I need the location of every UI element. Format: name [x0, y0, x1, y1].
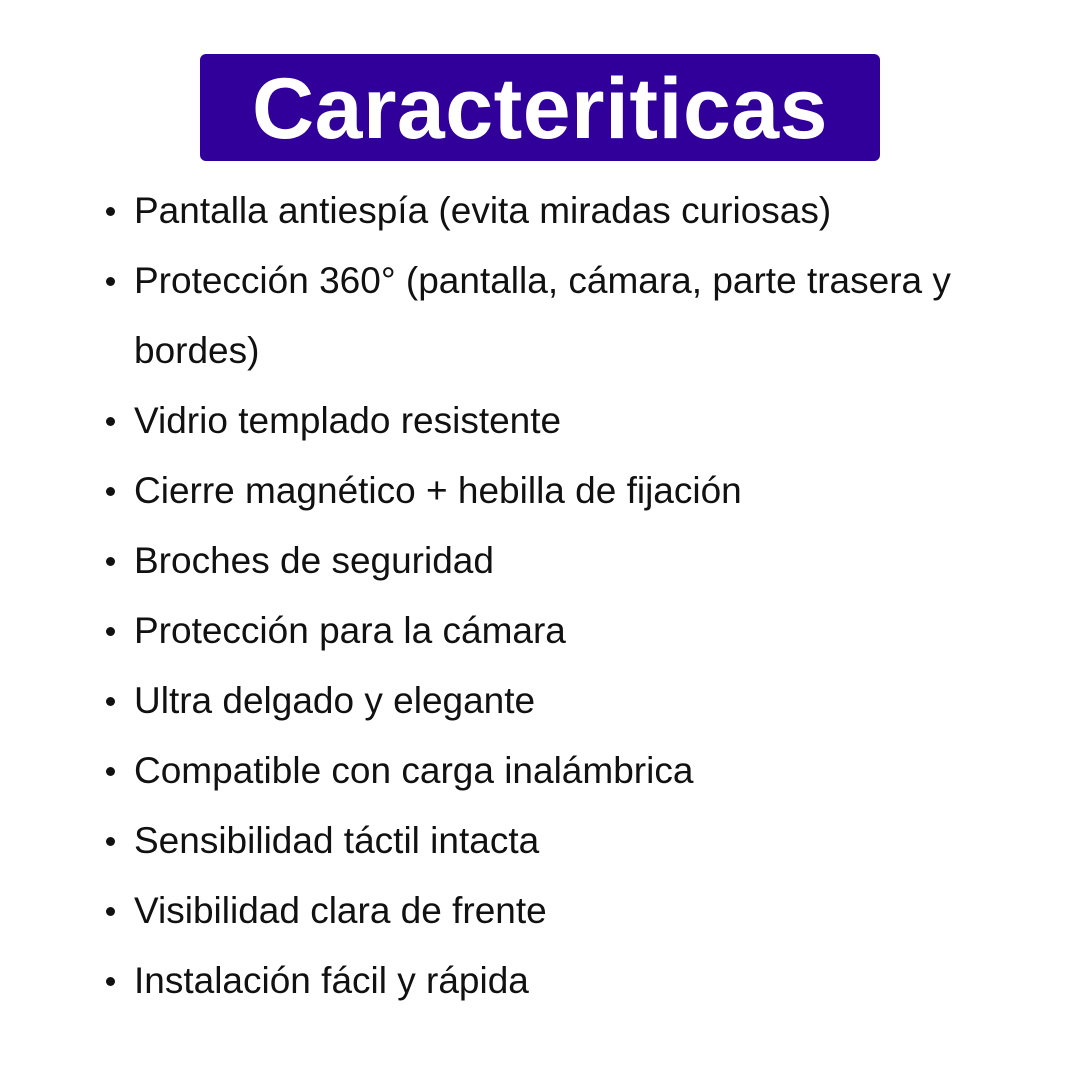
bullet-icon [106, 837, 115, 846]
feature-text: Cierre magnético + hebilla de fijación [134, 470, 742, 511]
title-banner [200, 54, 880, 161]
list-item [94, 666, 1014, 736]
bullet-icon [106, 697, 115, 706]
feature-text: Vidrio templado resistente [134, 400, 562, 441]
bullet-icon [106, 907, 115, 916]
feature-text: Pantalla antiespía (evita miradas curiosas) [134, 190, 832, 231]
feature-text: Ultra delgado y elegante [134, 680, 536, 721]
bullet-icon [106, 277, 115, 286]
feature-text: Compatible con carga inalámbrica [134, 750, 694, 791]
bullet-icon [106, 417, 115, 426]
list-item [94, 246, 1014, 386]
feature-text: Instalación fácil y rápida [134, 960, 529, 1001]
feature-text: Protección 360° (pantalla, cámara, parte trasera y bordes) [134, 260, 951, 371]
bullet-icon [106, 487, 115, 496]
list-item [94, 736, 1014, 806]
list-item [94, 876, 1014, 946]
feature-text: Visibilidad clara de frente [134, 890, 547, 931]
list-item [94, 386, 1014, 456]
list-item [94, 526, 1014, 596]
feature-text: Broches de seguridad [134, 540, 494, 581]
bullet-icon [106, 207, 115, 216]
page-title: Caracteriticas [252, 60, 828, 157]
list-item [94, 176, 1014, 246]
list-item [94, 946, 1014, 1016]
feature-text: Sensibilidad táctil intacta [134, 820, 540, 861]
list-item [94, 456, 1014, 526]
feature-text: Protección para la cámara [134, 610, 566, 651]
list-item [94, 806, 1014, 876]
bullet-icon [106, 767, 115, 776]
bullet-icon [106, 627, 115, 636]
bullet-icon [106, 977, 115, 986]
bullet-icon [106, 557, 115, 566]
list-item [94, 596, 1014, 666]
features-list [94, 176, 1014, 1016]
